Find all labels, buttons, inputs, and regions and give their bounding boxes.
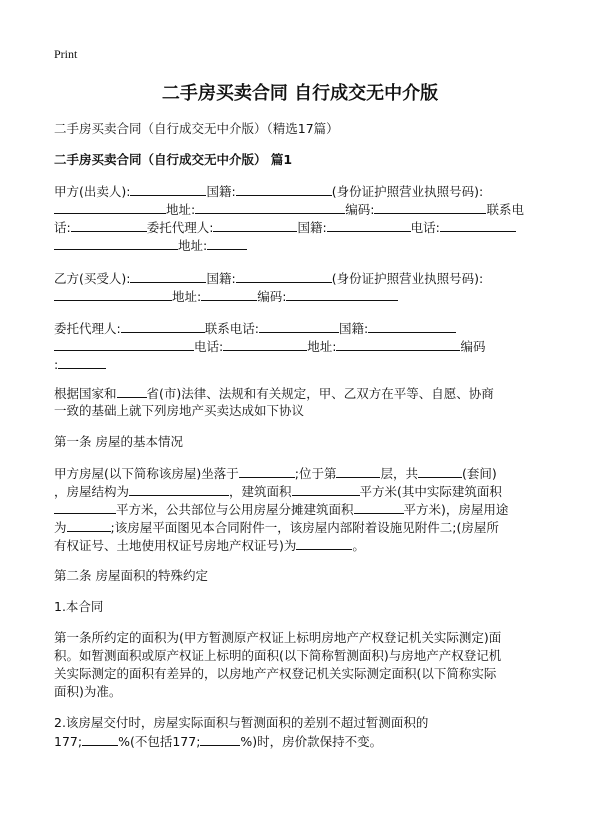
blank-field[interactable] bbox=[239, 465, 295, 478]
article-1-line-2 bbox=[54, 483, 502, 500]
blank-field[interactable] bbox=[54, 237, 178, 250]
phone-label: 话: bbox=[54, 220, 71, 235]
article-1-line-3 bbox=[54, 501, 508, 518]
article-text: 。 bbox=[352, 538, 365, 553]
article-text: (套间) bbox=[462, 466, 497, 481]
blank-field[interactable] bbox=[259, 320, 339, 333]
agent-line-3 bbox=[54, 356, 106, 373]
postcode-label: 编码: bbox=[345, 202, 375, 217]
article-text: 177; bbox=[54, 734, 83, 749]
address-label: 地址: bbox=[178, 238, 208, 253]
blank-field[interactable] bbox=[58, 356, 106, 369]
blank-field[interactable] bbox=[54, 288, 172, 301]
id-number-label: (身份证护照营业执照号码): bbox=[331, 271, 484, 286]
blank-field[interactable] bbox=[82, 733, 118, 746]
article-2-para-line-2: 积。如暂测面积或原产权证上标明的面积(以下简称暂测面积)与房地产产权登记机 bbox=[54, 648, 502, 663]
postcode-label: 编码 bbox=[460, 339, 486, 354]
blank-field[interactable] bbox=[327, 219, 411, 232]
blank-field[interactable] bbox=[130, 183, 206, 196]
blank-field[interactable] bbox=[213, 219, 297, 232]
blank-field[interactable] bbox=[121, 320, 205, 333]
preamble-text: 根据国家和 bbox=[54, 386, 117, 401]
postcode-label: 编码: bbox=[257, 289, 287, 304]
article-text: 甲方房屋(以下简称该房屋)坐落于 bbox=[54, 466, 239, 481]
blank-field[interactable] bbox=[354, 501, 404, 514]
party-a-line-4 bbox=[54, 237, 247, 254]
agent-line-2 bbox=[54, 338, 485, 355]
blank-field[interactable] bbox=[71, 219, 147, 232]
address-label: 地址: bbox=[307, 339, 337, 354]
preamble-line-1 bbox=[54, 385, 494, 402]
blank-field[interactable] bbox=[54, 201, 166, 214]
blank-field[interactable] bbox=[195, 201, 345, 214]
article-2-para-line-4: 面积)为准。 bbox=[54, 684, 122, 699]
article-text: ，建筑面积 bbox=[229, 484, 292, 499]
article-text: ，房屋结构为 bbox=[54, 484, 130, 499]
blank-field[interactable] bbox=[130, 270, 206, 283]
phone-label: 电话: bbox=[410, 220, 440, 235]
article-text: ;该房屋平面图见本合同附件一，该房屋内部附着设施见附件二;(房屋所 bbox=[110, 520, 499, 535]
blank-field[interactable] bbox=[368, 320, 456, 333]
article-2-para-line-1: 第一条所约定的面积为(甲方暂测原产权证上标明房地产产权登记机关实际测定)面 bbox=[54, 630, 502, 645]
blank-field[interactable] bbox=[67, 519, 111, 532]
article-2-item-1: 1.本合同 bbox=[54, 599, 104, 614]
party-a-line-3 bbox=[54, 219, 516, 236]
article-2-item-2-line-1: 2.该房屋交付时，房屋实际面积与暂测面积的差别不超过暂测面积的 bbox=[54, 715, 429, 730]
article-2-para-line-3: 关实际测定的面积有差异的，以房地产产权登记机关实际测定面积(以下简称实际 bbox=[54, 666, 497, 681]
article-2-heading: 第二条 房屋面积的特殊约定 bbox=[54, 568, 208, 583]
blank-field[interactable] bbox=[207, 237, 247, 250]
article-text: 有权证号、土地使用权证号房地产权证号)为 bbox=[54, 538, 297, 553]
party-a-label: 甲方(出卖人): bbox=[54, 184, 131, 199]
article-1-line-5 bbox=[54, 537, 365, 554]
agent-label: 委托代理人: bbox=[54, 321, 121, 336]
blank-field[interactable] bbox=[54, 338, 194, 351]
article-1-heading: 第一条 房屋的基本情况 bbox=[54, 434, 183, 449]
nationality-label: 国籍: bbox=[338, 321, 369, 336]
postcode-colon: : bbox=[54, 357, 59, 372]
article-text: %)时，房价款保持不变。 bbox=[240, 734, 383, 749]
nationality-label: 国籍: bbox=[206, 271, 236, 286]
document-subtitle: 二手房买卖合同（自行成交无中介版）（精选17篇） bbox=[54, 121, 339, 136]
blank-field[interactable] bbox=[286, 288, 398, 301]
blank-field[interactable] bbox=[129, 483, 229, 496]
preamble-text: 省(市)法律、法规和有关规定，甲、乙双方在平等、自愿、协商 bbox=[146, 386, 494, 401]
party-b-line-2 bbox=[54, 288, 398, 305]
party-b-line-1 bbox=[54, 270, 483, 287]
article-1-line-4 bbox=[54, 519, 499, 536]
blank-field[interactable] bbox=[296, 537, 352, 550]
nationality-label: 国籍: bbox=[297, 220, 327, 235]
article-text: 为 bbox=[54, 520, 67, 535]
blank-field[interactable] bbox=[223, 338, 307, 351]
party-b-label: 乙方(买受人): bbox=[54, 271, 131, 286]
article-2-item-2-line-2 bbox=[54, 733, 382, 750]
blank-field[interactable] bbox=[336, 465, 380, 478]
blank-field[interactable] bbox=[54, 501, 116, 514]
blank-field[interactable] bbox=[336, 338, 460, 351]
article-1-line-1 bbox=[54, 465, 497, 482]
article-text: 平方米)，房屋用途 bbox=[403, 502, 509, 517]
article-text: %(不包括177; bbox=[118, 734, 201, 749]
preamble-line-2: 一致的基础上就下列房地产买卖达成如下协议 bbox=[54, 403, 305, 418]
blank-field[interactable] bbox=[236, 270, 332, 283]
blank-field[interactable] bbox=[200, 733, 240, 746]
section-title: 二手房买卖合同（自行成交无中介版） 篇1 bbox=[54, 152, 293, 167]
id-number-label: (身份证护照营业执照号码): bbox=[331, 184, 484, 199]
party-a-line-2 bbox=[54, 201, 524, 218]
blank-field[interactable] bbox=[418, 465, 462, 478]
article-text: 平方米(其中实际建筑面积 bbox=[359, 484, 502, 499]
article-text: ;位于第 bbox=[294, 466, 337, 481]
nationality-label: 国籍: bbox=[206, 184, 236, 199]
blank-field[interactable] bbox=[374, 201, 486, 214]
blank-field[interactable] bbox=[117, 385, 147, 398]
party-a-line-1 bbox=[54, 183, 483, 200]
blank-field[interactable] bbox=[236, 183, 332, 196]
agent-line-1 bbox=[54, 320, 456, 337]
address-label: 地址: bbox=[172, 289, 202, 304]
document-title: 二手房买卖合同 自行成交无中介版 bbox=[161, 83, 439, 104]
agent-label: 委托代理人: bbox=[146, 220, 214, 235]
contact-phone-label: 联系电 bbox=[486, 202, 524, 217]
article-text: 平方米，公共部位与公用房屋分摊建筑面积 bbox=[116, 502, 354, 517]
phone-label: 电话: bbox=[194, 339, 224, 354]
print-label[interactable]: Print bbox=[54, 47, 78, 61]
address-label: 地址: bbox=[166, 202, 196, 217]
article-text: 层，共 bbox=[380, 466, 418, 481]
contact-phone-label: 联系电话: bbox=[204, 321, 259, 336]
blank-field[interactable] bbox=[292, 483, 360, 496]
blank-field[interactable] bbox=[201, 288, 257, 301]
blank-field[interactable] bbox=[440, 219, 516, 232]
